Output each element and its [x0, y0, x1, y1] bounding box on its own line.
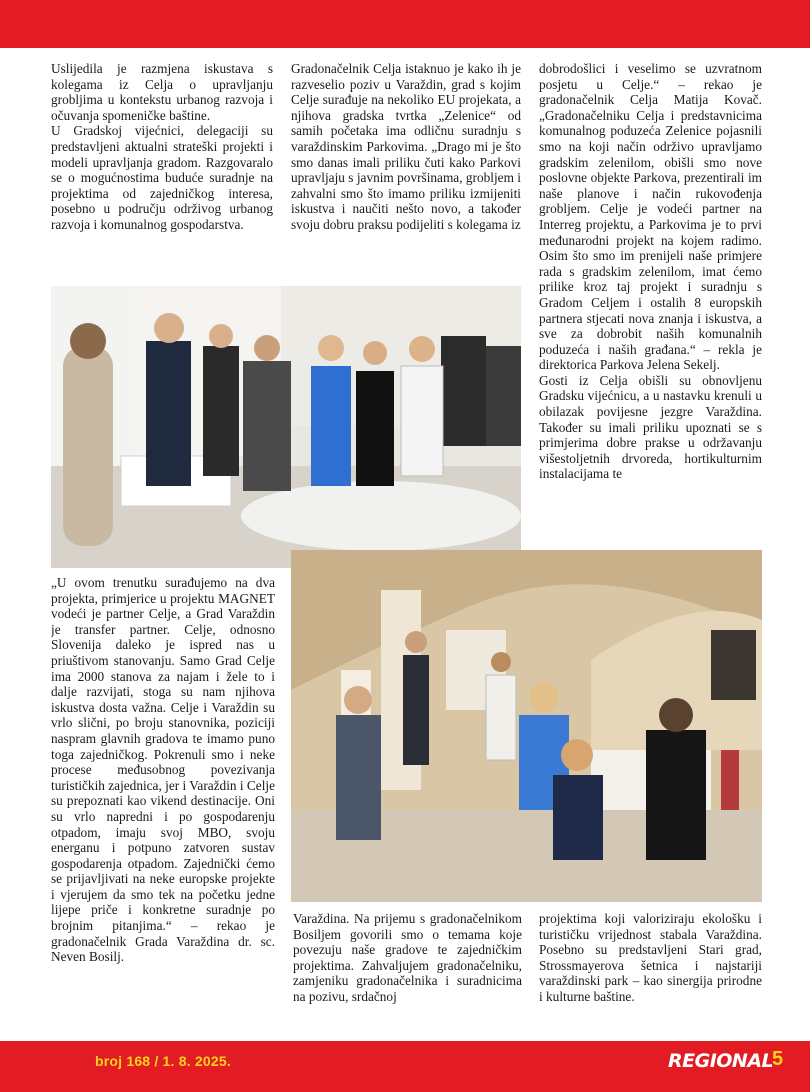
issue-date: broj 168 / 1. 8. 2025. [95, 1053, 231, 1069]
paragraph: Gosti iz Celja obišli su obnovljenu Gradsku vijećnicu, a u nastavku krenuli u obilazak povijesne jezgre Varaždina. Također su imali priliku upoznati se s primjerima dobre prakse u održavanju višestoljetnih drvoreda, hortikulturnim instalacijama te [539, 372, 762, 482]
top-red-bar [0, 0, 810, 48]
article-column-6 [539, 911, 762, 1031]
paragraph: Uslijedila je razmjena iskustava s kolegama iz Celja o upravljanju grobljima u kontekstu urbanog razvoja i očuvanja spomeničke baštine. [51, 61, 273, 123]
article-column-4 [51, 575, 275, 1030]
page-number: 5 [772, 1048, 784, 1070]
paragraph: Varaždina. Na prijemu s gradonačelnikom Bosiljem govorili smo o temama koje povezuju naše gradove te zajedničkim projektima. Zahvaljujem gradonačelniku, zamjeniku gradonačelnika i suradnicima na pozivu, srdačnoj [293, 911, 522, 1004]
paragraph: projektima koji valoriziraju ekološku i turističku vrijednost stabala Varaždina. Posebno su predstavljeni Stari grad, Strossmayerova šetnica i najstariji varaždinski park – kao sinergija prirodne i kulturne baštine. [539, 911, 762, 1004]
paragraph: U Gradskoj vijećnici, delegaciji su predstavljeni aktualni strateški projekti i modeli upravljanja gradom. Razgovaralo se o mogućnostima buduće suradnje na projektima od zajedničkog interesa, posebno u području održivog urbanog razvoja i komunalnog gospodarstva. [51, 123, 273, 232]
article-column-1 [51, 61, 273, 283]
article-column-2 [291, 61, 521, 283]
article-column-5 [293, 911, 522, 1031]
paragraph: Gradonačelnik Celja istaknuo je kako ih je razveselio poziv u Varaždin, grad s kojim Celje surađuje na nekoliko EU projekata, a njihova gradska tvrtka „Zelenice“ od samih početaka ima odličnu suradnju s varaždinskim Parkovima. „Drago mi je što smo danas imali priliku čuti kako Parkovi upravljaju s javnim površinama, grobljem i zahvalni smo što imamo priliku izmijeniti iskustva i naučiti nešto novo, a također svoju dobru praksu podijeliti s kolegama iz [291, 61, 521, 232]
article-column-3 [539, 61, 762, 541]
photo-vaulted-cellar-tour [291, 550, 762, 902]
photo-delegation-meeting-room [51, 286, 521, 568]
brand-logo: REGIONAL [668, 1050, 774, 1072]
paragraph: dobrodošlici i veselimo se uzvratnom posjetu u Celje.“ – rekao je gradonačelnik Celja Matija Kovač. „Gradonačelniku Celja i predstavnicima komunalnog poduzeća Zelenice pojasnili smo na koji način održivo upravljamo gradskim zelenilom, obišli smo nove poslovne objekte Parkova, prezentirali im naše planove i način rukovođenja grobljem. Celje je vodeći partner na Interreg projektu, a Parkovima je to prvi međunarodni projekt na kojem radimo. Osim što smo im prenijeli naše primjere rada s gradskim zelenilom, imat ćemo prilike kroz taj projekt i suradnju s Gradom Celjem i ostalih 8 europskih partnera stjecati nova znanja i iskustva, a sve za dobrobit naših komunalnih poduzeća i naših građana.“ – rekla je direktorica Parkova Jelena Sekelj. [539, 61, 762, 373]
paragraph: „U ovom trenutku surađujemo na dva projekta, primjerice u projektu MAGNET vodeći je partner Celje, a Grad Varaždin je transfer partner. Celje, odnosno Slovenija daleko je ispred nas u priuštivom stanovanju. Samo Grad Celje ima 2000 stanova za najam i žele to i dalje razvijati, stoga su nam njihova iskustva dosta važna. Celje i Varaždin su vrlo slični, po broju stanovnika, poziciji naspram glavnih gradova te imamo puno toga zajedničkog. Pokrenuli smo i neke procese međusobnog povezivanja turističkih zajednica, jer i Varaždin i Celje su prepoznati kao vikend destinacije. Oni su vrlo napredni i po gospodarenju otpadom, imaju svoj MBO, svoju energanu i potpuno zatvoren sustav gospodarenja otpadom. Zajednički ćemo se prijavljivati na neke europske projekte i vjerujem da smo tek na početku jedne lijepe priče i konkretne suradnje po brojnim pitanjima.“ – rekao je gradonačelnik Grada Varaždina dr. sc. Neven Bosilj. [51, 575, 275, 965]
